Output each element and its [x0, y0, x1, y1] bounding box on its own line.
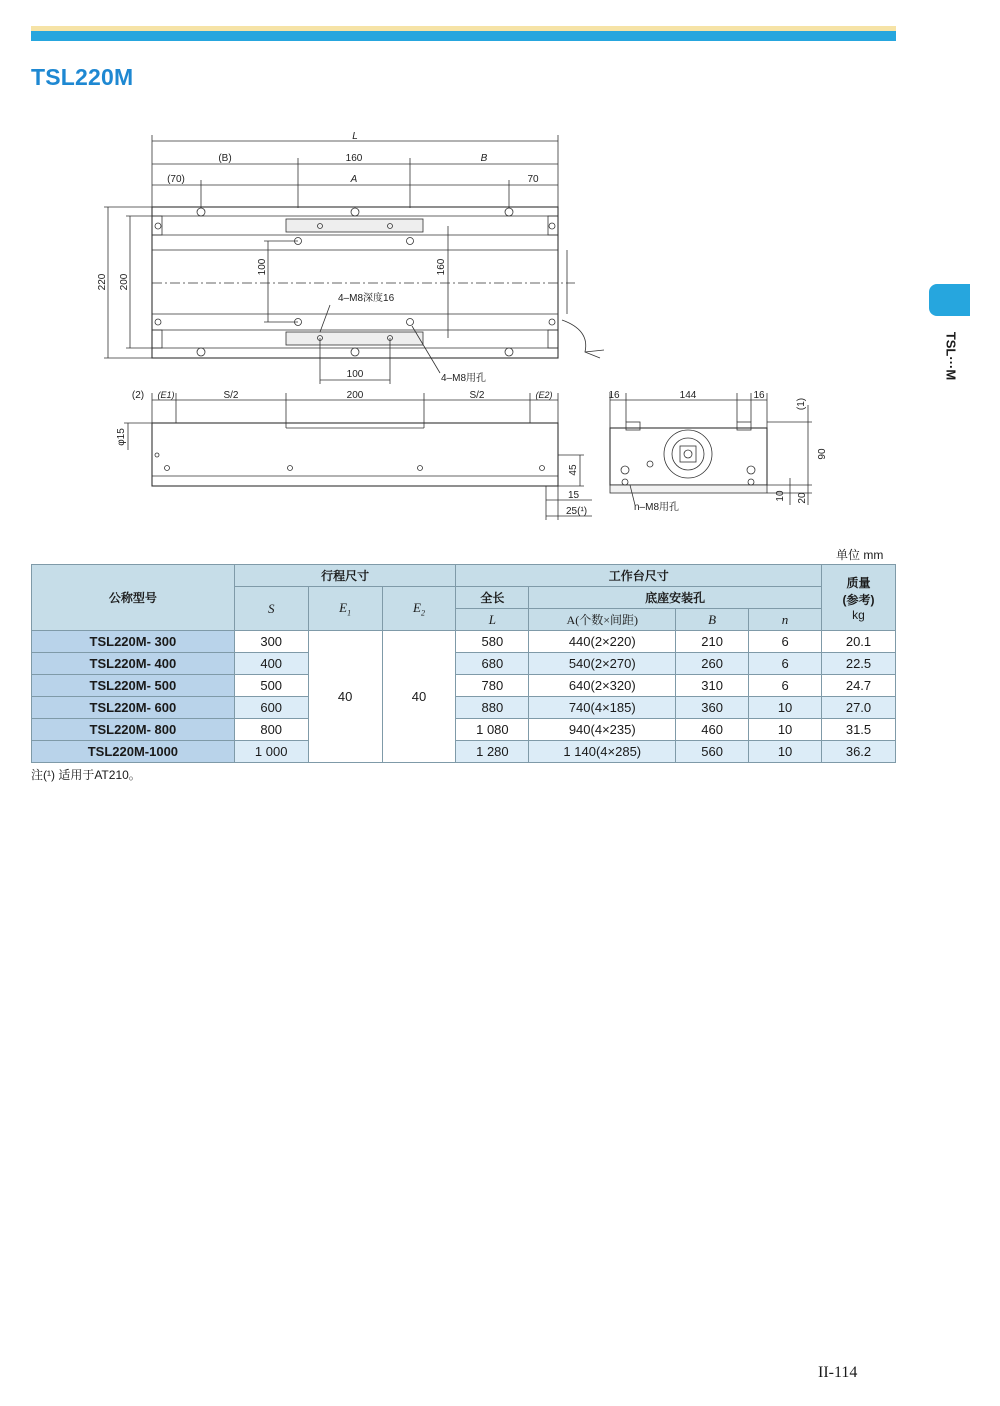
- dim-20: 20: [797, 492, 808, 504]
- cell-model: TSL220M- 400: [32, 653, 235, 675]
- cell-L: 680: [456, 653, 529, 675]
- table-row: [32, 675, 896, 697]
- cell-model: TSL220M- 300: [32, 631, 235, 653]
- cell-L: 580: [456, 631, 529, 653]
- cell-mass: 31.5: [822, 719, 896, 741]
- cell-B: 210: [676, 631, 749, 653]
- dim-220: 220: [97, 273, 108, 291]
- dim-L: L: [352, 131, 358, 142]
- dim-90: 90: [817, 448, 828, 460]
- dim-70: 70: [527, 174, 539, 185]
- dim-1: (1): [796, 397, 807, 411]
- dim-160-vertical: 160: [436, 258, 447, 276]
- dim-70-paren: (70): [167, 174, 185, 185]
- technical-drawing: [0, 0, 1000, 540]
- spec-table: [31, 564, 896, 763]
- label-m8-depth: 4–M8深度16: [338, 293, 395, 304]
- table-row: [32, 697, 896, 719]
- cell-B: 360: [676, 697, 749, 719]
- dim-A: A: [350, 174, 358, 185]
- cell-model: TSL220M- 800: [32, 719, 235, 741]
- side-index-label: TSL···M: [943, 331, 959, 381]
- dim-S2-right: S/2: [469, 390, 485, 401]
- cell-n: 6: [749, 653, 822, 675]
- cell-L: 1 280: [456, 741, 529, 763]
- header-A-spec: A(个数×间距): [529, 609, 676, 631]
- cell-n: 6: [749, 631, 822, 653]
- page-title: TSL220M: [31, 64, 134, 90]
- cell-mass: 22.5: [822, 653, 896, 675]
- cell-L: 1 080: [456, 719, 529, 741]
- cell-S: 1 000: [234, 741, 308, 763]
- dim-160-top: 160: [345, 153, 363, 164]
- cell-S: 300: [234, 631, 308, 653]
- dim-15: 15: [568, 490, 580, 501]
- dim-10: 10: [775, 490, 786, 502]
- dim-E1: (E1): [157, 390, 175, 400]
- cell-S: 500: [234, 675, 308, 697]
- dim-2: (2): [131, 390, 145, 401]
- header-S: S: [234, 587, 308, 631]
- label-nm8: n–M8用孔: [634, 502, 680, 513]
- cell-S: 800: [234, 719, 308, 741]
- footnote: 注(¹) 适用于AT210。: [31, 768, 141, 782]
- cell-n: 10: [749, 697, 822, 719]
- cell-A: 540(2×270): [529, 653, 676, 675]
- dim-200: 200: [119, 273, 130, 291]
- header-E2: $E_2$: [382, 587, 456, 631]
- table-row: [32, 653, 896, 675]
- table-row: [32, 631, 896, 653]
- cell-n: 6: [749, 675, 822, 697]
- cell-mass: 36.2: [822, 741, 896, 763]
- dim-B-paren: (B): [218, 153, 232, 164]
- dim-E2: (E2): [535, 390, 553, 400]
- header-base-holes: 底座安装孔: [529, 587, 822, 609]
- cell-A: 740(4×185): [529, 697, 676, 719]
- cell-S: 400: [234, 653, 308, 675]
- dim-45: 45: [568, 464, 579, 476]
- header-B: B: [676, 609, 749, 631]
- dim-25: 25(¹): [566, 506, 588, 517]
- cell-B: 460: [676, 719, 749, 741]
- dim-100-vertical: 100: [257, 258, 268, 276]
- header-mass: 质量 (参考) kg: [822, 565, 896, 631]
- dim-100-bottom: 100: [346, 369, 364, 380]
- dim-200-side: 200: [346, 390, 364, 401]
- cell-E2-merged: 40: [382, 631, 456, 763]
- page-number: II-114: [818, 1364, 858, 1381]
- cell-n: 10: [749, 719, 822, 741]
- cell-L: 780: [456, 675, 529, 697]
- table-row: [32, 741, 896, 763]
- header-total-length: 全长: [456, 587, 529, 609]
- cell-n: 10: [749, 741, 822, 763]
- header-L: L: [456, 609, 529, 631]
- cell-B: 560: [676, 741, 749, 763]
- cell-L: 880: [456, 697, 529, 719]
- header-n: n: [749, 609, 822, 631]
- cell-A: 940(4×235): [529, 719, 676, 741]
- cell-B: 310: [676, 675, 749, 697]
- cell-mass: 20.1: [822, 631, 896, 653]
- cell-mass: 24.7: [822, 675, 896, 697]
- cell-model: TSL220M-1000: [32, 741, 235, 763]
- unit-label: 单位 mm: [836, 548, 884, 562]
- header-model: 公称型号: [32, 565, 235, 631]
- dim-144: 144: [679, 390, 697, 401]
- cell-E1-merged: 40: [308, 631, 382, 763]
- header-table-group: 工作台尺寸: [456, 565, 822, 587]
- dim-phi15: φ15: [116, 428, 127, 446]
- cell-model: TSL220M- 500: [32, 675, 235, 697]
- header-E1: $E_1$: [308, 587, 382, 631]
- dim-S2-left: S/2: [223, 390, 239, 401]
- table-row: [32, 719, 896, 741]
- cell-model: TSL220M- 600: [32, 697, 235, 719]
- dim-16-left: 16: [608, 390, 620, 401]
- cell-A: 440(2×220): [529, 631, 676, 653]
- cell-B: 260: [676, 653, 749, 675]
- cell-S: 600: [234, 697, 308, 719]
- cell-A: 1 140(4×285): [529, 741, 676, 763]
- cell-mass: 27.0: [822, 697, 896, 719]
- label-m8-hole: 4–M8用孔: [441, 373, 487, 384]
- dim-B: B: [480, 153, 488, 164]
- cell-A: 640(2×320): [529, 675, 676, 697]
- header-stroke-group: 行程尺寸: [234, 565, 456, 587]
- dim-16-right: 16: [753, 390, 765, 401]
